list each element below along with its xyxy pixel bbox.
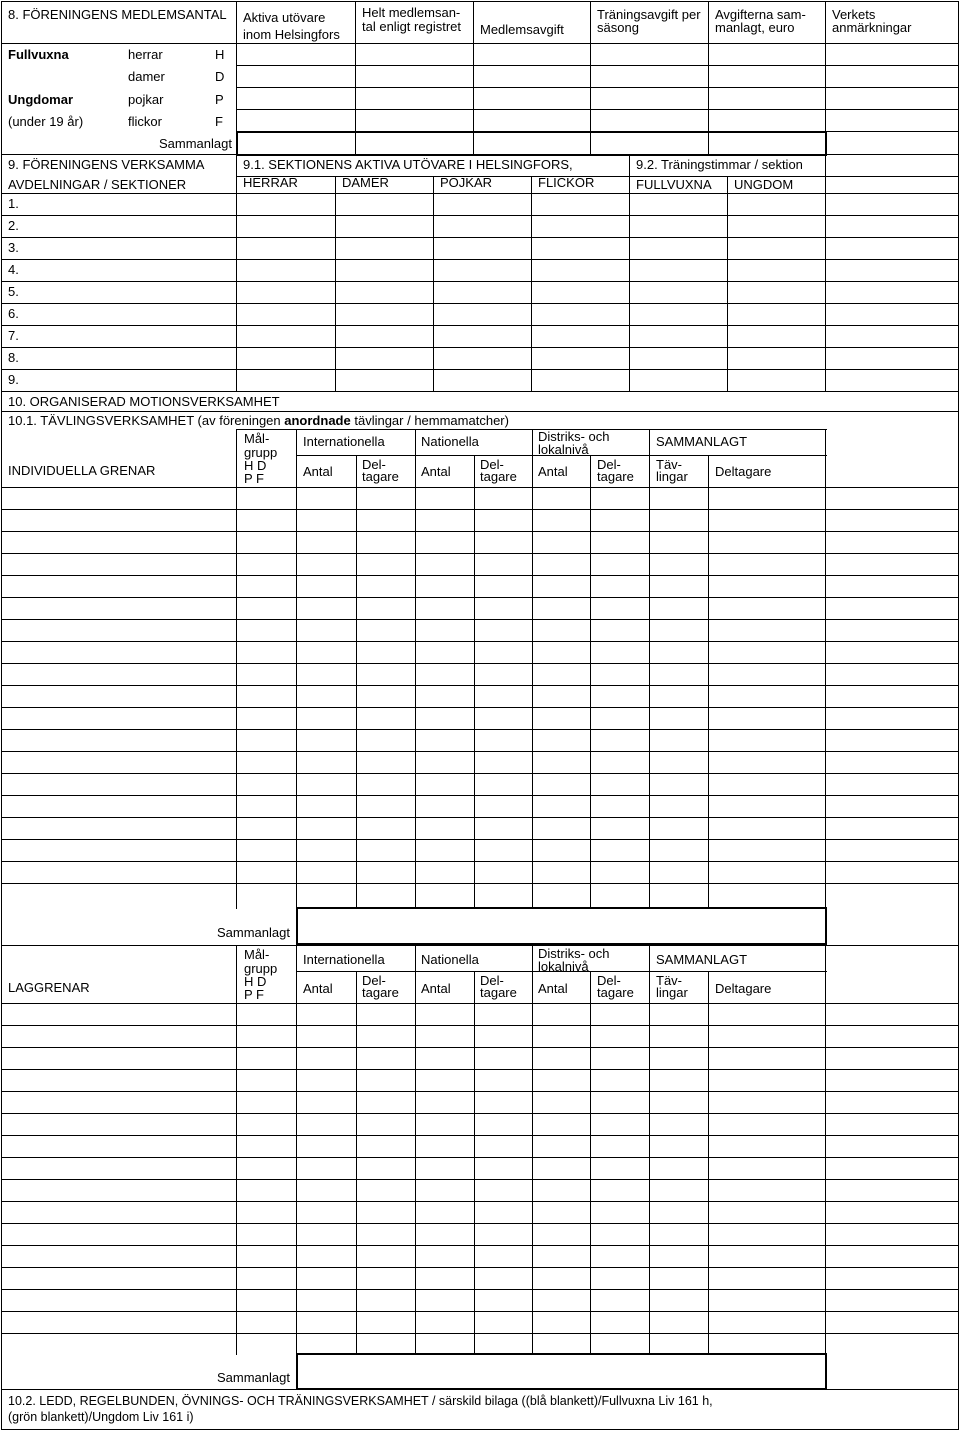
s9-subtitle: AVDELNINGAR / SEKTIONER [8,177,187,192]
s9-col-header: POJKAR [440,175,493,190]
individual-sum-box[interactable] [296,907,827,945]
team-label: LAGGRENAR [8,980,90,995]
team-sum-label: Sammanlagt [217,1370,290,1385]
report-form: 8. FÖRENINGENS MEDLEMSANTAL Aktiva utövare inom Helsingfors Helt medlemsan- tal enligt registret Medlemsavgift Träningsavgift per säsong Avgifterna sam- manlagt, euro Verkets anmärkningar Fullvuxna herrar H damer D Ungdomar pojkar P (under 19 år) flickor F Sammanlagt 9. FÖRENINGENS VERKSAMMA AVDELNINGAR / SEKTIONER 9.1. SEKTIONENS AKTIVA UTÖVARE I HELSINGFORS, 9.2. Träningstimmar / sektion HERRAR DAMER POJKAR FLICKOR FULLVUXNA UNGDOM 1. 2. 3. 4. 5. 6. 7. 8. 9. 10. ORGANISERAD MOTIONSVERKSAMHET 10.1. TÄVLINGSVERKSAMHET (av föreningen anordnade tävlingar / hemmamatcher) Sammanlagt INDIVIDUELLA GRENAR Mål- grupp H D P F Internationella Nationella Distriks- och lokalnivå SAMMANLAGT Antal Del- tagare Antal Del- tagare Antal Del- tagare Täv- lingar Deltagare Sammanlagt LAGGRENAR Mål- grupp H D P F Internationella Nationella Distriks- och lokalnivå SAMMANLAGT Antal Del- tagare Antal Del- tagare Antal Del- tagare Täv- lingar Deltagare 10.2. LEDD, REGELBUNDEN, ÖVNINGS- OCH TRÄNINGSVERKSAMHET / särskild bilaga ((blå blankett)/Fullvuxna Liv 161 h, (grön blankett)/Ungdom Liv 161 i) [0,0,960,1431]
s8-row-group: Fullvuxna [8,47,69,62]
s8-title: 8. FÖRENINGENS MEDLEMSANTAL [8,7,227,22]
s9-col-header: FULLVUXNA [636,177,712,192]
s9-row-number: 6. [8,306,19,321]
footer-note-line2: (grön blankett)/Ungdom Liv 161 i) [8,1410,194,1424]
s9-col-header: UNGDOM [734,177,794,192]
s9-row-number: 2. [8,218,19,233]
s9-row-number: 8. [8,350,19,365]
team-sum-box[interactable] [296,1353,827,1390]
s8-sum-box[interactable] [236,131,827,156]
s9-row-number: 7. [8,328,19,343]
s9-row-number: 4. [8,262,19,277]
s9-title: 9. FÖRENINGENS VERKSAMMA [8,157,205,172]
frame-top [1,1,959,2]
s9-2-heading: 9.2. Träningstimmar / sektion [636,157,803,172]
s8-sum-label: Sammanlagt [159,136,232,151]
s8-row-group: Ungdomar [8,92,73,107]
s9-row-number: 5. [8,284,19,299]
s9-col-header: DAMER [342,175,389,190]
s10-title: 10. ORGANISERAD MOTIONSVERKSAMHET [8,394,280,409]
s9-col-header: HERRAR [243,175,298,190]
s9-row-number: 9. [8,372,19,387]
footer-note-line1: 10.2. LEDD, REGELBUNDEN, ÖVNINGS- OCH TRÄNINGSVERKSAMHET / särskild bilaga ((blå blankett)/Fullvuxna Liv 161 h, [8,1394,713,1408]
individual-sum-label: Sammanlagt [217,925,290,940]
s9-col-header: FLICKOR [538,175,595,190]
frame-bottom [1,1429,959,1430]
s9-row-number: 3. [8,240,19,255]
s8-header-rule [1,43,959,44]
individual-label: INDIVIDUELLA GRENAR [8,463,156,478]
s10-1-subtitle: 10.1. TÄVLINGSVERKSAMHET (av föreningen anordnade tävlingar / hemmamatcher) [8,413,509,428]
s9-row-number: 1. [8,196,19,211]
s9-1-heading: 9.1. SEKTIONENS AKTIVA UTÖVARE I HELSINGFORS, [243,157,573,172]
